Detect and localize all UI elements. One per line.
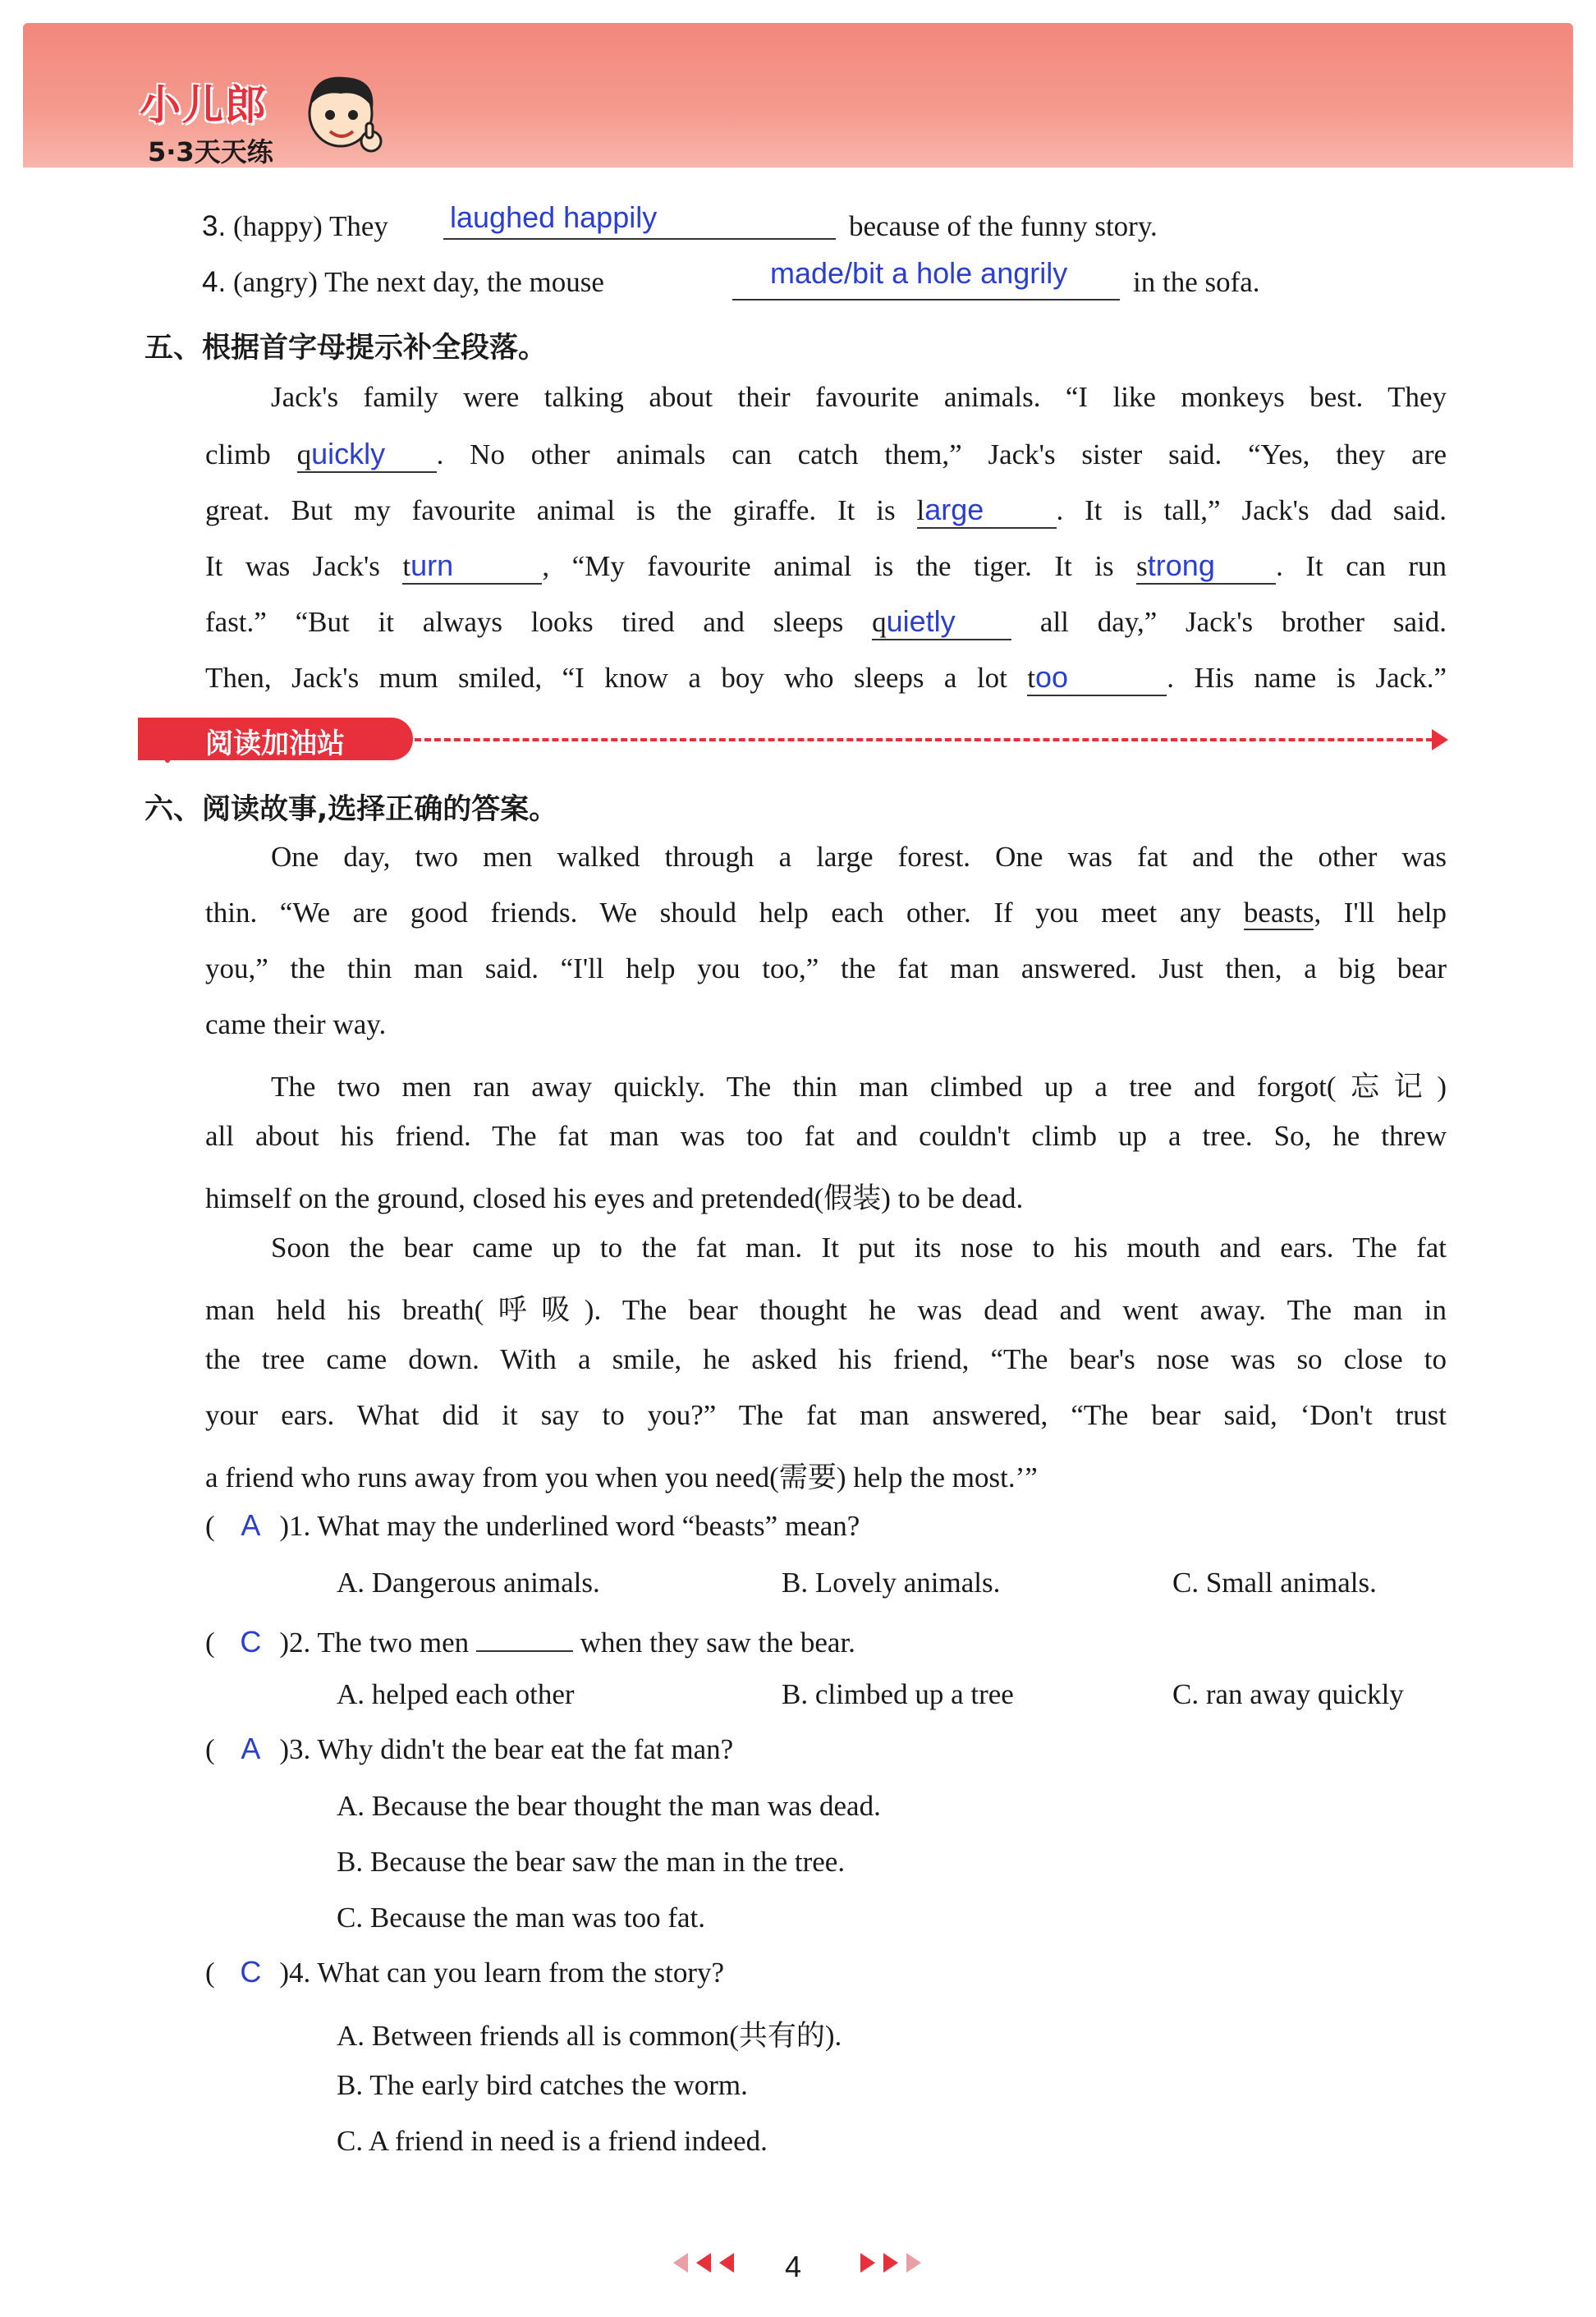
paren: ( [205,1510,215,1542]
q4-answer: made/bit a hole angrily [770,256,1068,290]
s5-letter: t [1027,662,1036,694]
s6-p1-line-3: you,” the thin man said. “I'll help you too,” the fat man answered. Just then, a big bear [205,952,1447,984]
q3-hint: (happy) [232,210,323,242]
s5-answer-large: arge [924,493,984,526]
q4-hint: (angry) [232,266,318,298]
section6-title: 六、阅读故事,选择正确的答案。 [144,793,558,826]
q2-stem-b: when they saw the bear. [580,1626,855,1659]
s5-l5-b: all day,” Jack's brother said. [1039,606,1447,638]
s6-p3-line-2: man held his breath(呼吸). The bear thought he was dead and went away. The man in [205,1294,1447,1326]
s5-letter: t [402,550,411,582]
s5-l6-a: Then, Jack's mum smiled, “I know a boy who sleeps a lot [205,662,1007,694]
series-label: 5·3天天练 [148,136,273,167]
s5-line-1: Jack's family were talking about their favourite animals. “I like monkeys best. They [271,381,1447,413]
s5-l5-a: fast.” “But it always looks tired and sleeps [205,606,844,638]
s5-letter: q [872,606,887,638]
s5-answer-quickly: uickly [311,437,386,470]
s6-p1-line-4: came their way. [205,1008,387,1040]
s5-answer-strong: trong [1147,548,1215,582]
question-3 [205,1734,733,1764]
mascot-boy-icon [296,66,386,164]
q4-before: The next day, the mouse [324,266,604,298]
q3-answer: laughed happily [450,200,658,234]
q3-stem: )3. Why didn't the bear eat the fat man? [279,1733,734,1765]
question-4 [205,1957,724,1987]
q4-option-c: C. A friend in need is a friend indeed. [337,2125,768,2157]
q4-answer: C [240,1955,262,1989]
page-number: 4 [785,2250,802,2283]
s5-blank-quickly [297,437,437,473]
s5-line-6 [205,660,1447,696]
banner-dashed-line [415,738,1433,741]
s6-p3-line-3: the tree came down. With a smile, he asked his friend, “The bear's nose was so close to [205,1343,1447,1375]
s5-blank-strong [1136,548,1276,585]
section5-title: 五、根据首字母提示补全段落。 [144,332,548,365]
s6-p3-line-1: Soon the bear came up to the fat man. It put its nose to his mouth and ears. The fat [271,1232,1447,1264]
q3-number: 3. [202,210,227,242]
s5-l3-a: great. But my favourite animal is the giraffe. It is [205,494,896,526]
q2-answer: C [240,1625,262,1659]
s5-l4-a: It was Jack's [205,550,380,582]
banner-label: 阅读加油站 [205,727,345,760]
s5-line-3 [205,493,1447,529]
q2-blank [476,1622,573,1652]
paren: ( [205,1733,215,1765]
q2-stem-a: )2. The two men [279,1626,470,1659]
q4-option-a: A. Between friends all is common(共有的). [337,2020,842,2052]
q4-number: 4. [202,266,227,298]
q2-option-c: C. ran away quickly [1172,1678,1404,1710]
s6-p2-line-2: all about his friend. The fat man was too fat and couldn't climb up a tree. So, he threw [205,1120,1447,1152]
s5-answer-quietly: uietly [886,604,956,638]
s6-p1-l2-end: , I'll help [1314,897,1447,929]
q1-option-c: C. Small animals. [1172,1567,1377,1599]
s5-letter: s [1136,550,1148,582]
q3-blank [443,238,836,240]
s5-line-5 [205,604,1447,640]
s5-answer-too: oo [1035,660,1069,694]
question-1 [205,1508,860,1542]
banner-arrow-icon [1430,727,1450,752]
s5-blank-too [1027,660,1167,696]
s5-blank-quietly [872,604,1011,640]
q2-option-a: A. helped each other [337,1678,575,1710]
s6-p2-line-1: The two men ran away quickly. The thin man climbed up a tree and forgot(忘记) [271,1071,1447,1103]
s5-l6-b: . His name is Jack.” [1167,662,1447,694]
s5-blank-large [917,493,1057,529]
prev-arrows-icon [670,2248,744,2278]
q3-after: because of the funny story. [849,210,1158,242]
s5-letter: q [296,438,312,470]
q4-stem: )4. What can you learn from the story? [279,1957,725,1989]
q3-option-a: A. Because the bear thought the man was dead. [337,1790,881,1822]
s6-p3-line-5: a friend who runs away from you when you need(需要) help the most.’” [205,1461,1038,1493]
next-arrows-icon [851,2248,924,2278]
q3-option-c: C. Because the man was too fat. [337,1902,706,1934]
s5-answer-turn: urn [410,548,454,582]
q1-option-b: B. Lovely animals. [782,1567,1001,1599]
s5-l4-c: . It can run [1276,550,1447,582]
s6-p1-l2-text: thin. “We are good friends. We should help each other. If you meet any [205,897,1222,929]
s5-line-4 [205,548,1447,585]
s5-l2-a: climb [205,438,271,470]
q1-stem: )1. What may the underlined word “beasts” mean? [279,1510,860,1542]
q3-before: They [328,210,388,242]
s5-line-2 [205,437,1447,473]
s5-blank-turn [402,548,542,585]
s6-p3-line-4: your ears. What did it say to you?” The fat man answered, “The bear said, ‘Don't trust [205,1399,1447,1431]
q1-option-a: A. Dangerous animals. [337,1567,600,1599]
paren: ( [205,1957,215,1989]
s5-l4-b: , “My favourite animal is the tiger. It is [542,550,1114,582]
s5-l2-b: . No other animals can catch them,” Jack's sister said. “Yes, they are [436,438,1447,470]
q2-option-b: B. climbed up a tree [782,1678,1014,1710]
s6-p1-line-1: One day, two men walked through a large forest. One was fat and the other was [271,841,1447,873]
question-2 [205,1622,855,1657]
q3-option-b: B. Because the bear saw the man in the tree. [337,1846,846,1878]
s6-p2-line-3: himself on the ground, closed his eyes and pretended(假装) to be dead. [205,1182,1024,1214]
q1-answer: A [241,1508,261,1542]
q4-line [202,268,604,296]
paren: ( [205,1626,215,1659]
q4-blank [732,299,1120,301]
s5-letter: l [916,494,925,526]
brand-logo: 小儿郎 [140,81,268,129]
q3-line [202,212,388,241]
underlined-word-beasts: beasts [1243,897,1314,929]
s6-p1-line-2 [205,897,1447,929]
s5-l3-b: . It is tall,” Jack's dad said. [1056,494,1447,526]
q3-answer: A [241,1732,261,1765]
q4-option-b: B. The early bird catches the worm. [337,2069,748,2101]
q4-after: in the sofa. [1133,266,1260,298]
